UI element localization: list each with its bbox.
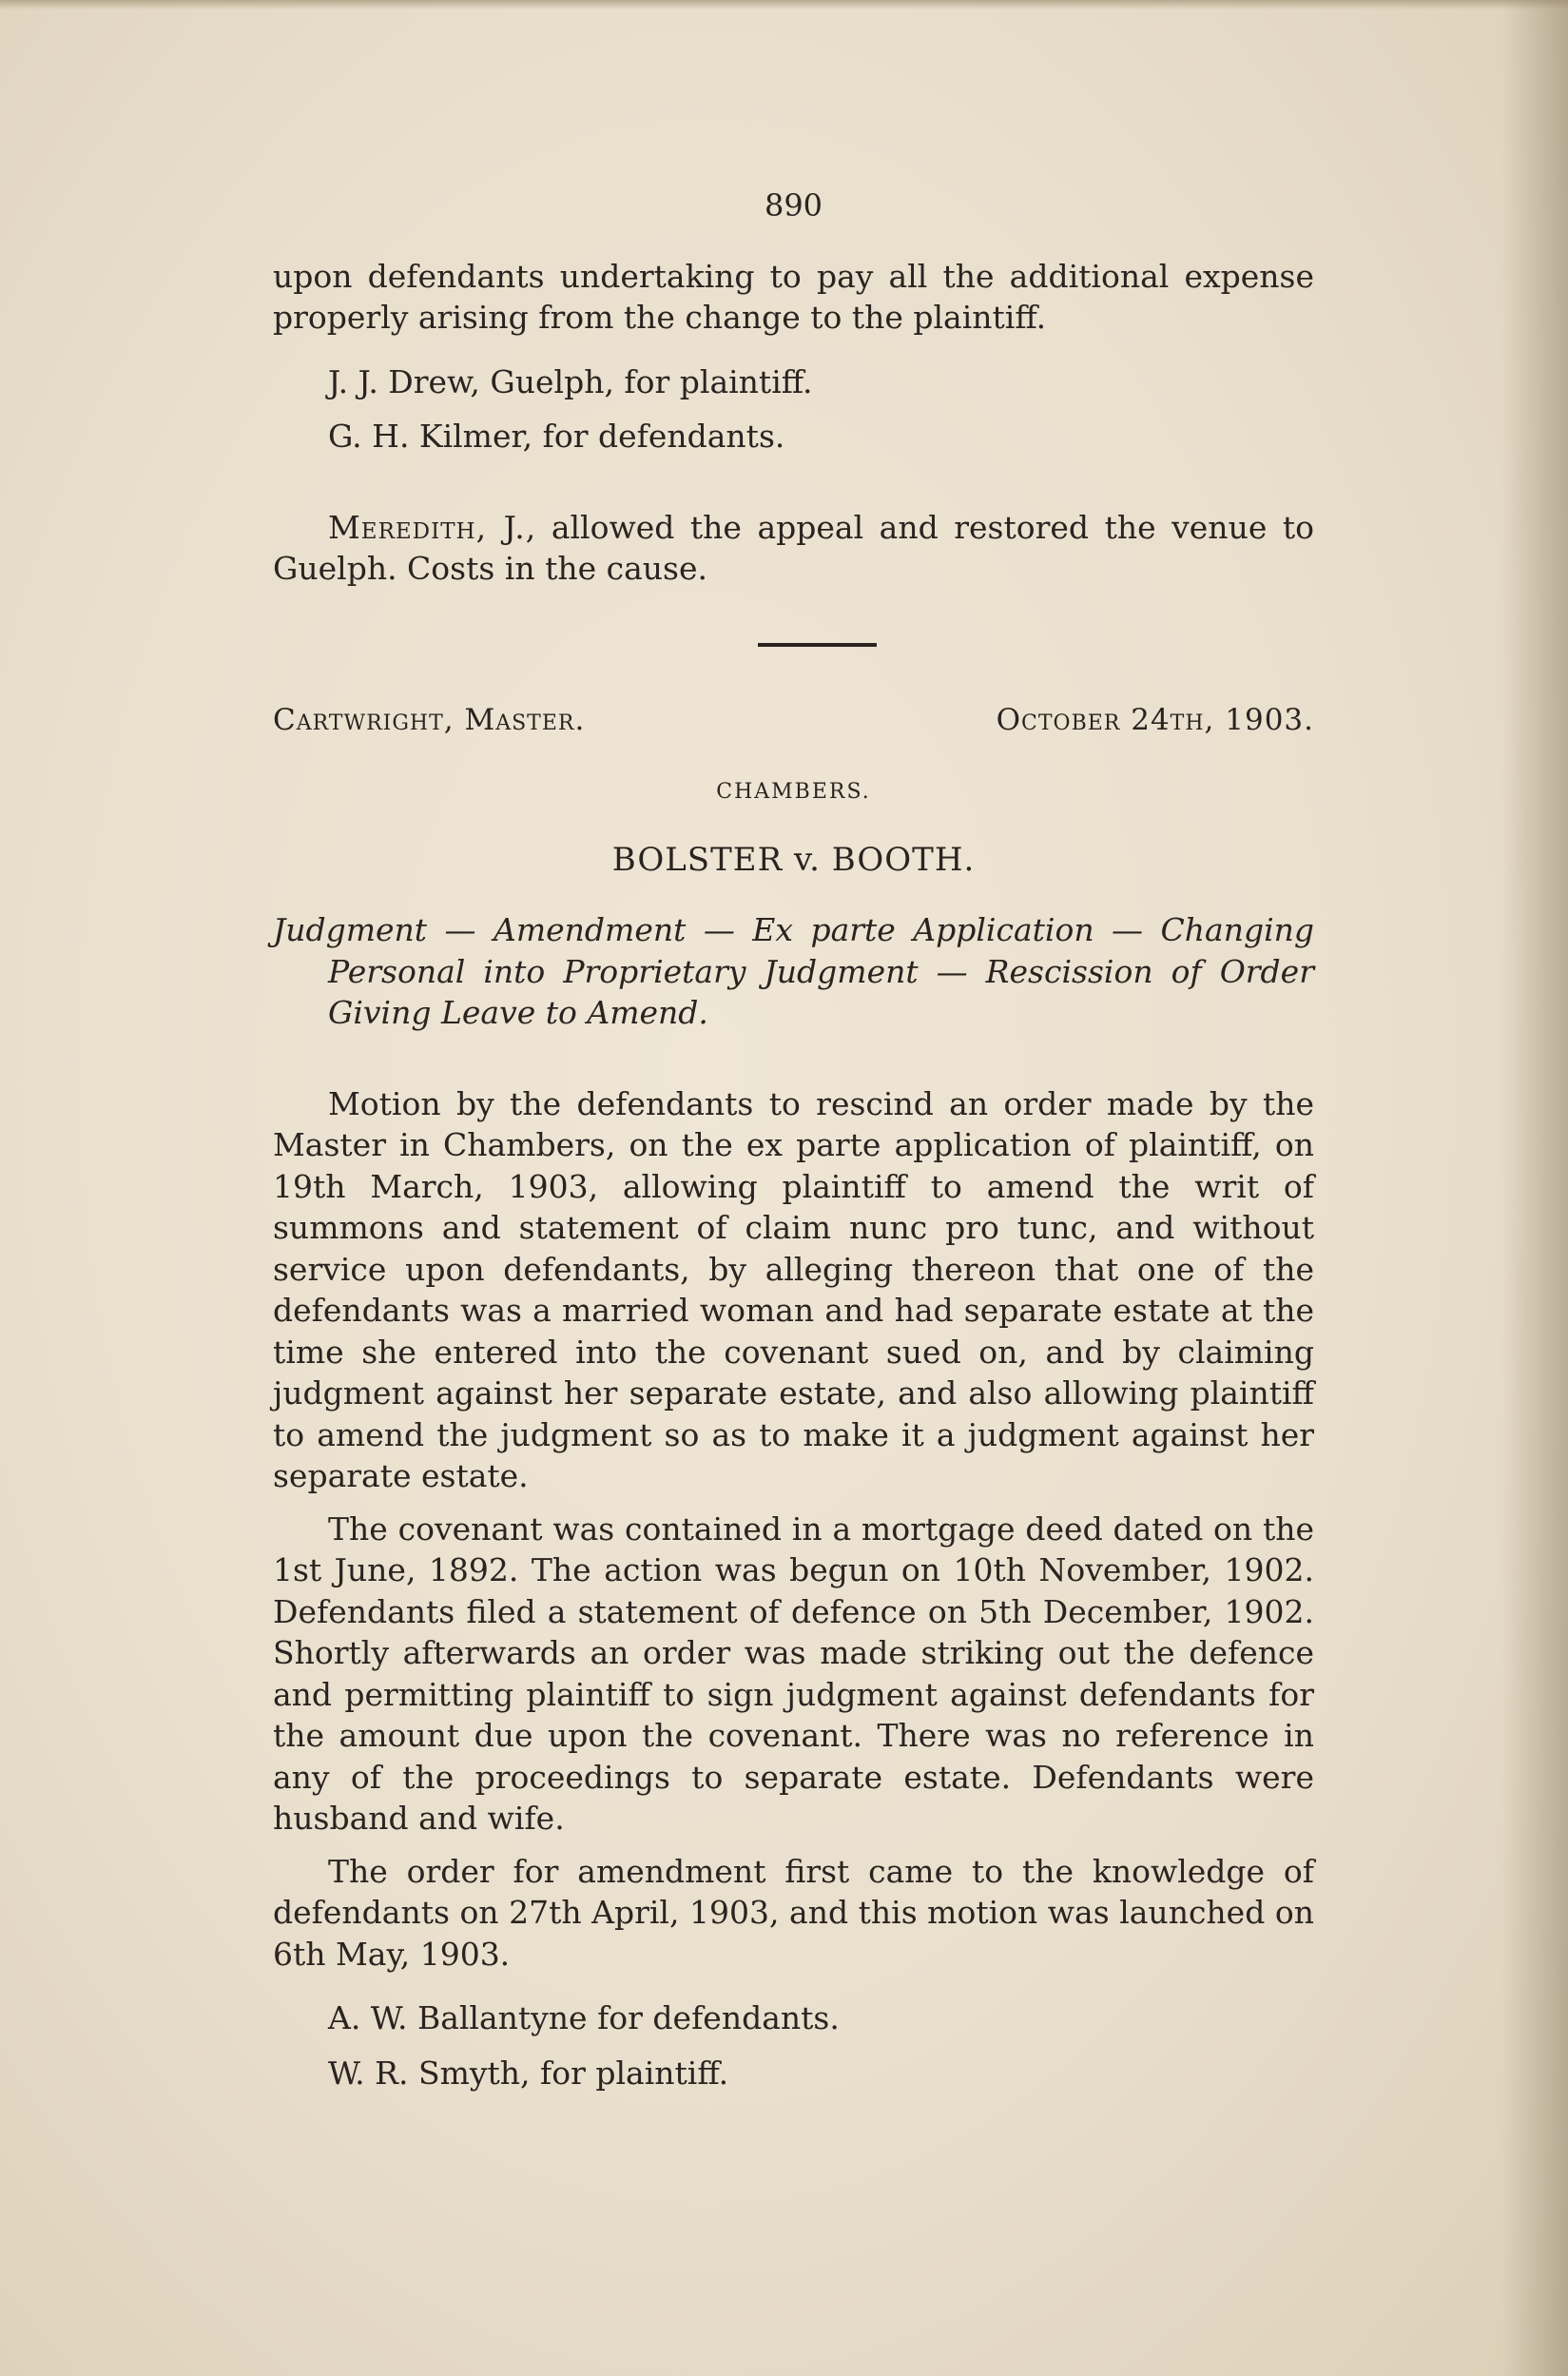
- case-date: October 24th, 1903.: [996, 702, 1314, 737]
- case-header: [273, 700, 1314, 742]
- chambers-label: CHAMBERS.: [716, 780, 871, 804]
- counsel-line-defendants: G. H. Kilmer, for defendants.: [328, 418, 785, 455]
- body-paragraph-motion: Motion by the defendants to rescind an order made by the Master in Chambers, on the ex parte application of plaintiff, on 19th March, 1903, allowing plaintiff to amend the writ of summons and statement of claim nunc pro tunc, and without service upon defendants, by alleging thereon that one of the defendants was a married woman and had separate estate at the time she entered into the covenant sued on, and by claiming judgment against her separate estate, and also allowing plaintiff to amend the judgment so as to make it a judgment against her separate estate.: [273, 1084, 1314, 1494]
- section-divider: [758, 643, 877, 647]
- page-spine-shadow: [1501, 0, 1568, 2376]
- body-paragraph-order: The order for amendment first came to the knowledge of defendants on 27th April, 1903, and this motion was launched on 6th May, 1903.: [273, 1852, 1314, 1973]
- judgment-text: , allowed the appeal and restored the venue to Guelph. Costs in the cause.: [273, 508, 1315, 587]
- headnote: Judgment — Amendment — Ex parte Application — Changing Personal into Proprietary Judgment — Rescission of Order Giving Leave to Amend.: [273, 911, 1314, 1031]
- opening-paragraph: upon defendants undertaking to pay all the additional expense properly arising from the change to the plaintiff.: [273, 257, 1314, 336]
- body-paragraph-covenant: The covenant was contained in a mortgage deed dated on the 1st June, 1892. The action was begun on 10th November, 1902. Defendants filed a statement of defence on 5th December, 1902. Shortly afterwards an order was made striking out the defence and permitting plaintiff to sign judgment against defendants for the amount due upon the covenant. There was no reference in any of the proceedings to separate estate. Defendants were husband and wife.: [273, 1509, 1314, 1837]
- judgment-paragraph: [273, 507, 1314, 590]
- counsel-line-defendants-2: A. W. Ballantyne for defendants.: [328, 1999, 840, 2036]
- page-content: [273, 185, 1314, 2094]
- case-title: BOLSTER v. BOOTH.: [611, 840, 976, 879]
- page-top-edge: [0, 0, 1568, 10]
- case-court: Cartwright, Master.: [273, 702, 586, 737]
- page-number: 890: [764, 187, 823, 224]
- judge-name: Meredith, J.: [328, 508, 526, 546]
- counsel-line-plaintiff-2: W. R. Smyth, for plaintiff.: [328, 2054, 729, 2092]
- counsel-line-plaintiff: J. J. Drew, Guelph, for plaintiff.: [328, 362, 813, 400]
